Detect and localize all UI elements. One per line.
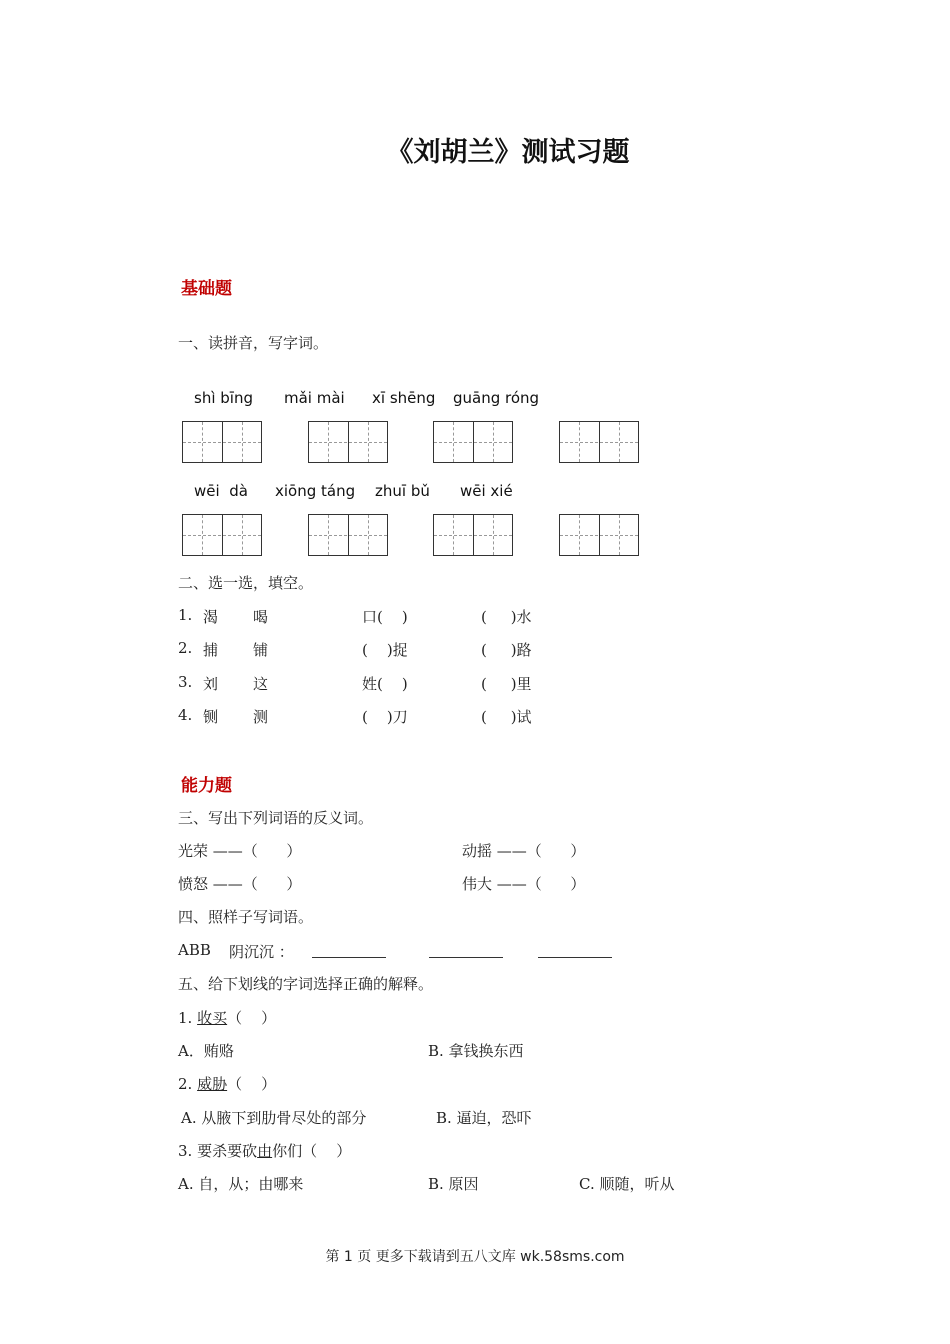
pinyin-label: shì bīng xyxy=(194,389,253,407)
char-option: 测 xyxy=(253,708,269,726)
antonym-item[interactable]: 愤怒 ——（ ） xyxy=(178,875,302,893)
sentence-suffix[interactable]: 你们（ ） xyxy=(272,1142,352,1160)
pattern-example: 阴沉沉 ： xyxy=(229,943,294,961)
underlined-word: 威胁 xyxy=(197,1075,228,1093)
writing-grid[interactable] xyxy=(433,421,513,463)
pinyin-label: xiōng táng xyxy=(275,482,356,500)
page-title: 《刘胡兰》测试习题 xyxy=(386,137,630,168)
antonym-item[interactable]: 伟大 ——（ ） xyxy=(462,875,586,893)
pinyin-label: wēi dà xyxy=(194,482,248,500)
option-a[interactable]: A. 从腋下到肋骨尽处的部分 xyxy=(181,1109,367,1127)
option-b[interactable]: B. 逼迫，恐吓 xyxy=(436,1109,532,1127)
section-heading-basic: 基础题 xyxy=(181,279,232,299)
question-2-label: 二、选一选，填空。 xyxy=(178,574,314,592)
question-3-label: 三、写出下列词语的反义词。 xyxy=(178,809,374,827)
underlined-word: 由 xyxy=(257,1142,273,1160)
question-1-label: 一、读拼音，写字词。 xyxy=(178,334,329,352)
option-b[interactable]: B. 原因 xyxy=(428,1175,479,1193)
fill-blank[interactable]: ( )捉 xyxy=(362,641,408,659)
sub-question-1 xyxy=(178,1007,276,1028)
writing-grid[interactable] xyxy=(433,514,513,556)
pinyin-label: mǎi mài xyxy=(284,389,345,407)
answer-blank[interactable] xyxy=(538,940,612,962)
fill-blank[interactable]: 口( ) xyxy=(362,608,408,626)
section-heading-ability: 能力题 xyxy=(181,776,232,796)
antonym-item[interactable]: 光荣 ——（ ） xyxy=(178,842,302,860)
antonym-item[interactable]: 动摇 ——（ ） xyxy=(462,842,586,860)
writing-grid[interactable] xyxy=(559,514,639,556)
char-option: 喝 xyxy=(253,608,269,626)
item-number: 2. xyxy=(178,1075,193,1093)
char-option: 捕 xyxy=(203,641,219,659)
pinyin-label: zhuī bǔ xyxy=(375,482,430,500)
char-option: 铺 xyxy=(253,641,269,659)
sentence-prefix: 要杀要砍 xyxy=(197,1142,258,1160)
char-option: 刘 xyxy=(203,675,219,693)
option-b[interactable]: B. 拿钱换东西 xyxy=(428,1042,524,1060)
writing-grid[interactable] xyxy=(308,514,388,556)
pinyin-label: wēi xié xyxy=(460,482,513,500)
writing-grid[interactable] xyxy=(559,421,639,463)
sub-question-3 xyxy=(178,1140,351,1161)
item-number: 2. xyxy=(178,639,193,657)
char-option: 渴 xyxy=(203,608,219,626)
fill-blank[interactable]: 姓( ) xyxy=(362,675,408,693)
answer-blank[interactable] xyxy=(312,940,386,962)
item-number: 3. xyxy=(178,1142,193,1160)
fill-blank[interactable]: ( )路 xyxy=(481,641,532,659)
answer-blank[interactable] xyxy=(429,940,503,962)
writing-grid[interactable] xyxy=(308,421,388,463)
answer-paren[interactable]: （ ） xyxy=(227,1009,277,1027)
fill-blank[interactable]: ( )里 xyxy=(481,675,532,693)
fill-blank[interactable]: ( )试 xyxy=(481,708,532,726)
writing-grid[interactable] xyxy=(182,421,262,463)
option-a[interactable]: A. 自，从；由哪来 xyxy=(178,1175,304,1193)
item-number: 3. xyxy=(178,673,193,691)
item-number: 1. xyxy=(178,1009,193,1027)
question-4-label: 四、照样子写词语。 xyxy=(178,908,314,926)
pattern-prefix: ABB xyxy=(178,941,211,959)
fill-blank[interactable]: ( )刀 xyxy=(362,708,408,726)
page-footer: 第 1 页 更多下载请到五八文库 wk.58sms.com xyxy=(325,1249,625,1265)
char-option: 铡 xyxy=(203,708,219,726)
question-5-label: 五、给下划线的字词选择正确的解释。 xyxy=(178,975,434,993)
sub-question-2 xyxy=(178,1073,276,1094)
pinyin-label: xī shēng xyxy=(372,389,436,407)
option-c[interactable]: C. 顺随，听从 xyxy=(579,1175,675,1193)
item-number: 4. xyxy=(178,706,193,724)
item-number: 1. xyxy=(178,606,193,624)
writing-grid[interactable] xyxy=(182,514,262,556)
fill-blank[interactable]: ( )水 xyxy=(481,608,532,626)
char-option: 这 xyxy=(253,675,269,693)
underlined-word: 收买 xyxy=(197,1009,228,1027)
answer-paren[interactable]: （ ） xyxy=(227,1075,277,1093)
pinyin-label: guāng róng xyxy=(453,389,540,407)
option-a[interactable]: A．贿赂 xyxy=(178,1042,234,1060)
